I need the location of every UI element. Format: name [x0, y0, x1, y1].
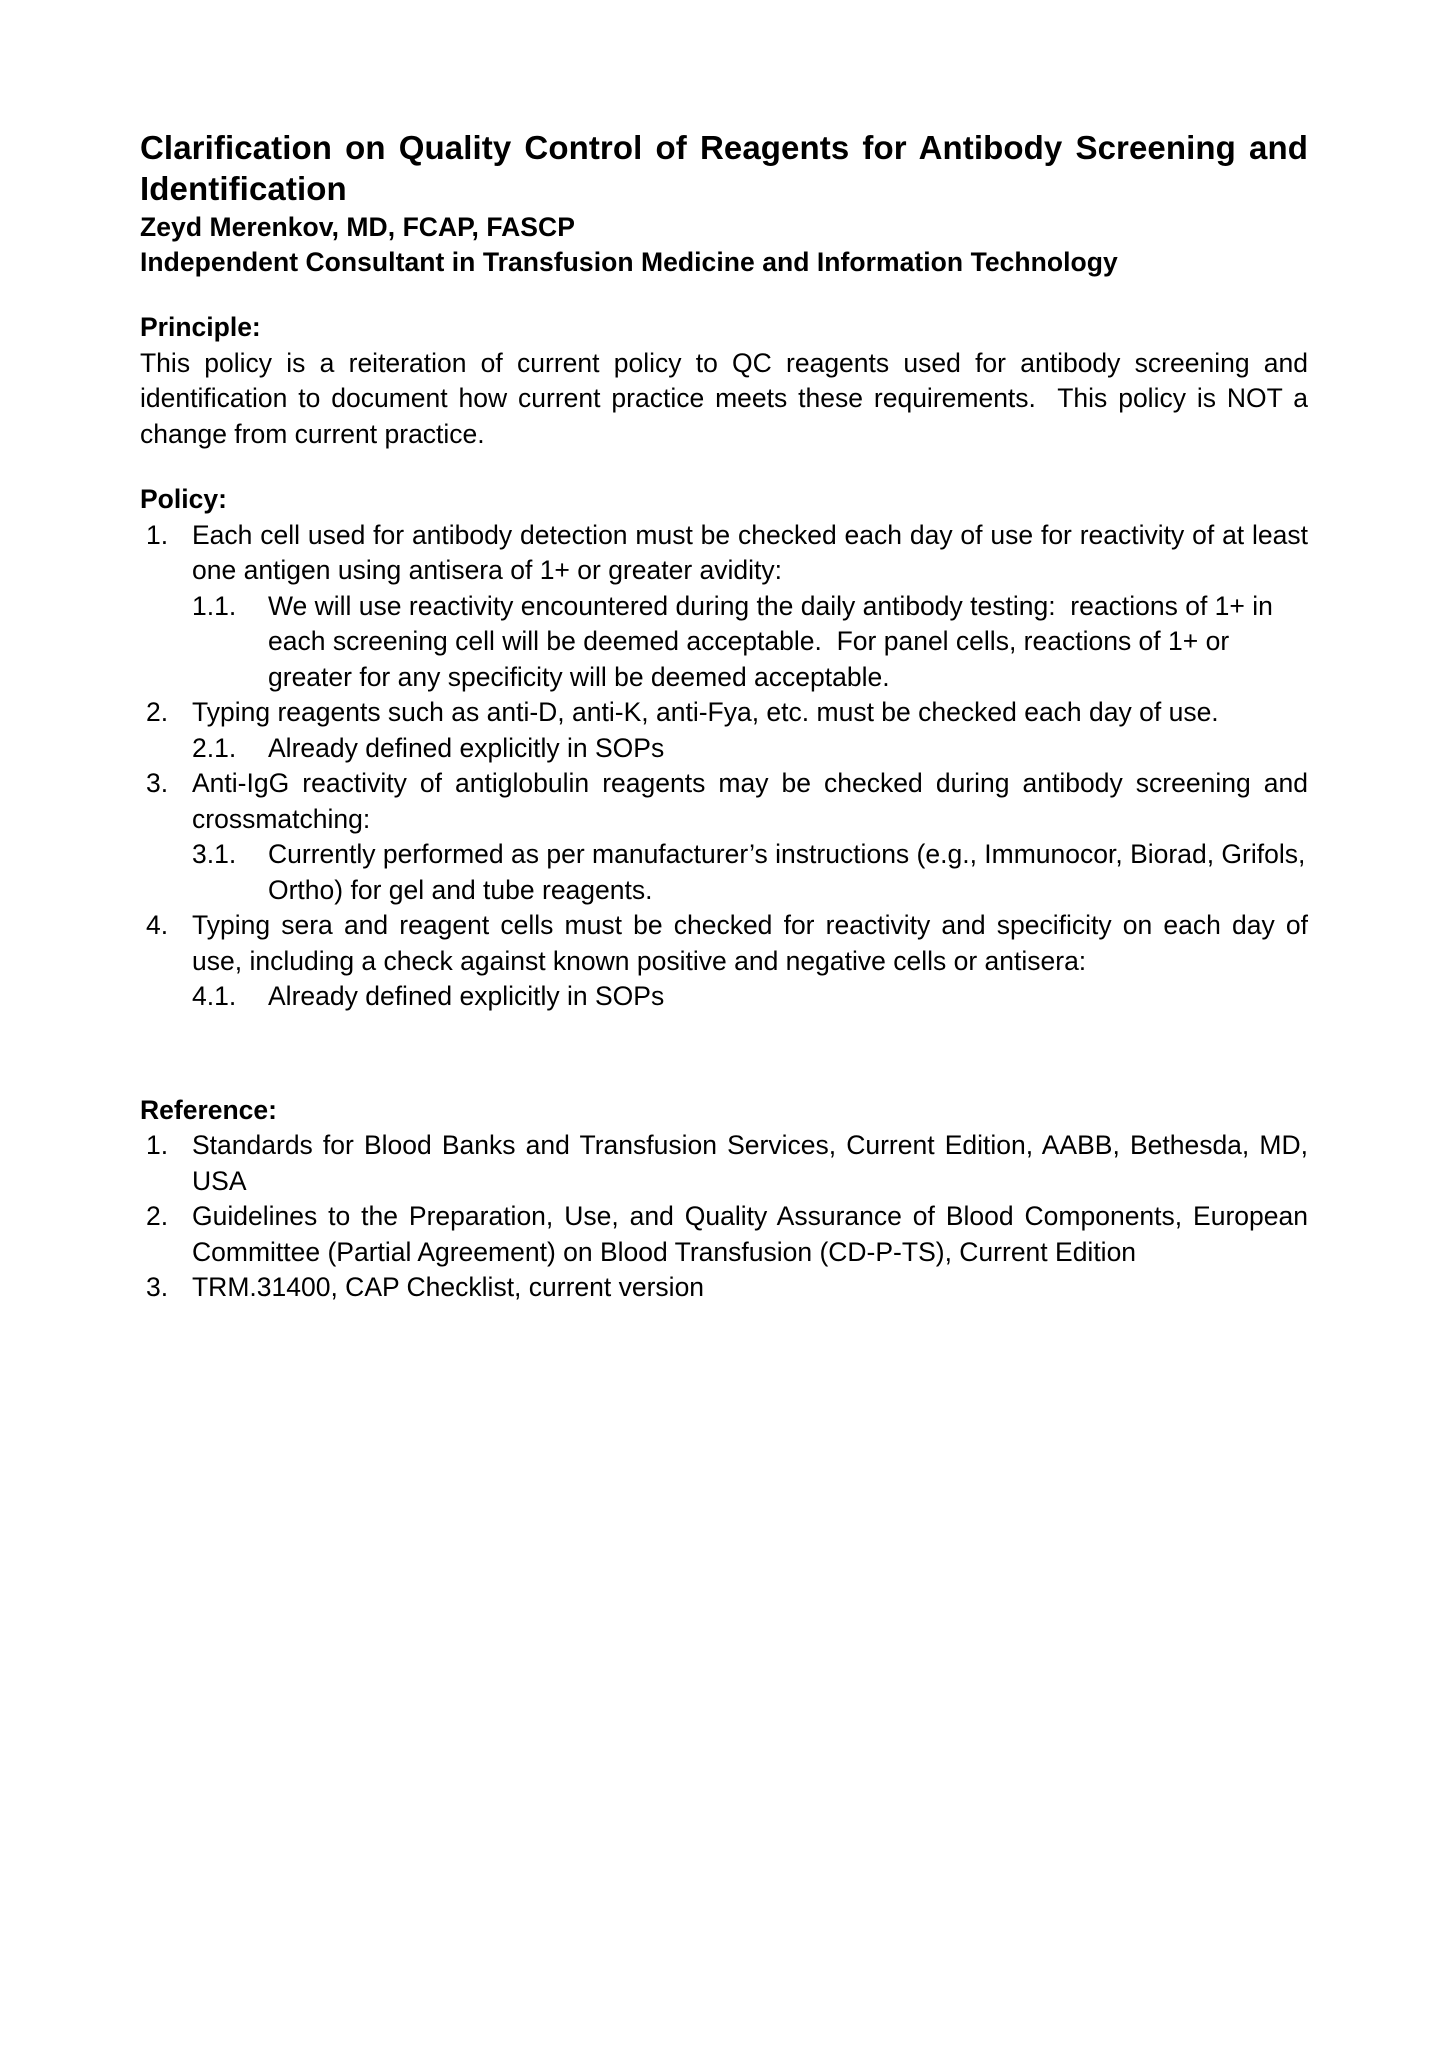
list-item-text: Anti-IgG reactivity of antiglobulin reagents may be checked during antibody screening and crossmatching: [192, 768, 1316, 834]
spacer [140, 1015, 1308, 1093]
list-item-marker: 2. [146, 1201, 169, 1232]
list-item-marker: 2. [146, 697, 169, 728]
list-item [140, 908, 1316, 979]
sub-list-item-text: Already defined explicitly in SOPs [268, 732, 665, 763]
list-item-text: Guidelines to the Preparation, Use, and Quality Assurance of Blood Components, European Committee (Partial Agreement) on Blood Transfusion (CD-P-TS), Current Edition [192, 1201, 1316, 1267]
list-item-text: Typing sera and reagent cells must be checked for reactivity and specificity on each day of use, including a check against known positive and negative cells or antisera: [192, 910, 1316, 976]
author-affiliation: Independent Consultant in Transfusion Medicine and Information Technology [140, 247, 1118, 278]
list-item-text: Typing reagents such as anti-D, anti-K, anti-Fya, etc. must be checked each day of use. [192, 697, 1219, 728]
policy-list [140, 518, 1316, 1015]
policy-heading: Policy: [140, 484, 227, 515]
sub-list-item-marker: 4.1. [192, 981, 237, 1012]
sub-list-item [140, 731, 1308, 767]
spacer [140, 280, 1308, 310]
list-item [140, 1199, 1316, 1270]
sub-list [140, 837, 1313, 908]
author-name: Zeyd Merenkov, MD, FCAP, FASCP [140, 211, 575, 242]
sub-list-item [140, 589, 1308, 696]
reference-list [140, 1128, 1316, 1306]
list-item [140, 518, 1316, 589]
sub-list-item-text: Already defined explicitly in SOPs [268, 981, 665, 1012]
sub-list [140, 589, 1308, 696]
principle-heading: Principle: [140, 312, 261, 343]
list-item-marker: 3. [146, 768, 169, 799]
sub-list-item-marker: 3.1. [192, 839, 237, 870]
sub-list [140, 979, 1308, 1015]
list-item-marker: 3. [146, 1272, 169, 1303]
list-item [140, 1270, 1308, 1306]
list-item-marker: 1. [146, 1130, 169, 1161]
list-item [140, 1128, 1316, 1199]
list-item-text: TRM.31400, CAP Checklist, current version [192, 1272, 705, 1303]
sub-list-item-marker: 2.1. [192, 732, 237, 763]
document-body [140, 128, 1316, 1306]
list-item-marker: 4. [146, 910, 169, 941]
spacer [140, 452, 1308, 482]
sub-list [140, 731, 1308, 767]
document-title: Clarification on Quality Control of Reagents for Antibody Screening and Identification [140, 129, 1308, 207]
sub-list-item-text: Currently performed as per manufacturer’s instructions (e.g., Immunocor, Biorad, Grifols, Ortho) for gel and tube reagents. [268, 839, 1313, 905]
sub-list-item-marker: 1.1. [192, 590, 237, 621]
reference-heading: Reference: [140, 1094, 277, 1125]
list-item [140, 695, 1308, 731]
list-item-text: Standards for Blood Banks and Transfusion Services, Current Edition, AABB, Bethesda, MD, USA [192, 1130, 1316, 1196]
principle-paragraph: This policy is a reiteration of current policy to QC reagents used for antibody screening and identification to document how current practice meets these requirements. This policy is NOT a change from current practice. [140, 347, 1316, 449]
sub-list-item [140, 837, 1313, 908]
list-item-marker: 1. [146, 519, 169, 550]
sub-list-item [140, 979, 1308, 1015]
list-item [140, 766, 1316, 837]
sub-list-item-text: We will use reactivity encountered during the daily antibody testing: reactions of 1+ in each screening cell will be deemed acceptable. For panel cells, reactions of 1+ or greater for any specificity will be deemed acceptable. [268, 590, 1281, 692]
list-item-text: Each cell used for antibody detection must be checked each day of use for reactivity of at least one antigen using antisera of 1+ or greater avidity: [192, 519, 1316, 586]
